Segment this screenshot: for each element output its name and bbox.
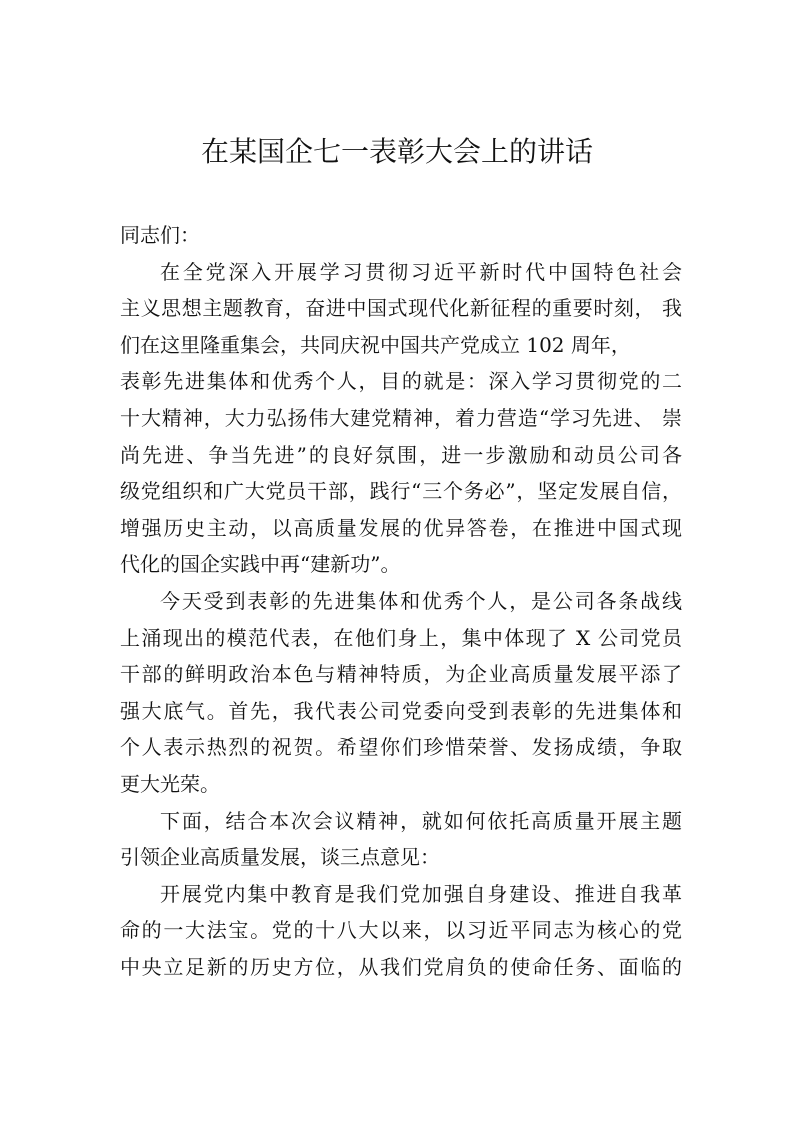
- text-line: 更大光荣。: [120, 771, 220, 796]
- paragraph-2: [120, 583, 682, 803]
- text-line: 上涌现出的模范代表，在他们身上，集中体现了 X 公司党员: [120, 625, 682, 650]
- text-line: 们在这里隆重集会，共同庆祝中国共产党成立 102 周年，: [120, 332, 631, 357]
- paragraph-3: [120, 803, 682, 876]
- text-line: 在全党深入开展学习贯彻习近平新时代中国特色社会: [160, 259, 682, 284]
- text-line: 尚先进、争当先进”的良好氛围，进一步激励和动员公司各: [120, 442, 682, 467]
- text-line: 中央立足新的历史方位，从我们党肩负的使命任务、面临的: [120, 954, 682, 979]
- text-line: 个人表示热烈的祝贺。希望你们珍惜荣誉、发扬成绩，争取: [120, 735, 682, 760]
- text-line: 下面，结合本次会议精神，就如何依托高质量开展主题: [160, 808, 682, 833]
- text-line: 级党组织和广大党员干部，践行“三个务必”，坚定发展自信，: [120, 479, 682, 504]
- text-line: 表彰先进集体和优秀个人，目的就是：深入学习贯彻党的二: [120, 369, 682, 394]
- text-line: 今天受到表彰的先进集体和优秀个人，是公司各条战线: [160, 588, 682, 613]
- text-line: 代化的国企实践中再“建新功”。: [120, 552, 401, 577]
- text-line: 引领企业高质量发展，谈三点意见：: [120, 845, 440, 870]
- document-title: 在某国企七一表彰大会上的讲话: [200, 135, 593, 168]
- text-line: 强大底气。首先，我代表公司党委向受到表彰的先进集体和: [120, 698, 682, 723]
- paragraph-1: [120, 254, 682, 583]
- document-body: [120, 217, 682, 985]
- salutation: 同志们：: [120, 223, 200, 247]
- text-line: 十大精神，大力弘扬伟大建党精神，着力营造“学习先进、 崇: [120, 405, 682, 430]
- text-line: 开展党内集中教育是我们党加强自身建设、推进自我革: [160, 881, 682, 906]
- text-line: 主义思想主题教育，奋进中国式现代化新征程的重要时刻， 我: [120, 296, 682, 321]
- text-line: 增强历史主动，以高质量发展的优异答卷，在推进中国式现: [120, 515, 682, 540]
- text-line: 命的一大法宝。党的十八大以来，以习近平同志为核心的党: [120, 918, 682, 943]
- paragraph-4: [120, 876, 682, 986]
- text-line: 干部的鲜明政治本色与精神特质，为企业高质量发展平添了: [120, 662, 682, 687]
